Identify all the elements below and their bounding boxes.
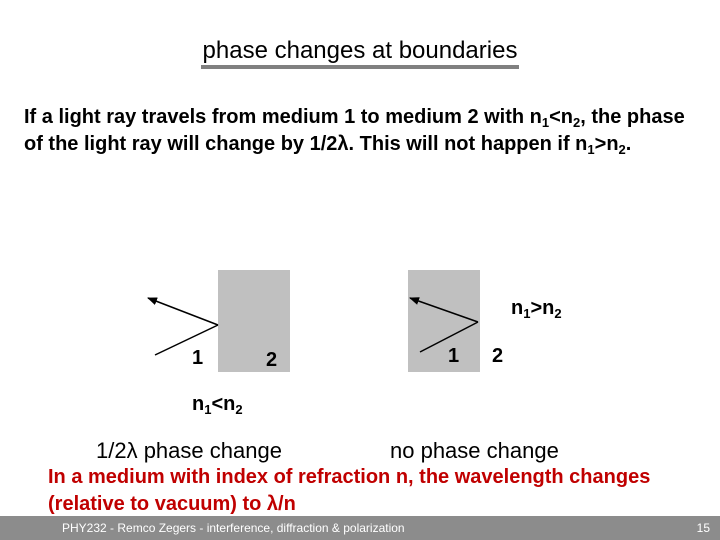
condition-left-rel: <n [211,393,236,415]
condition-right-sub-a: 1 [523,306,531,321]
reflected-ray-left [148,298,218,325]
condition-left-sub-b: 2 [235,402,243,417]
slide-title-text: phase changes at boundaries [201,37,520,69]
intro-sub-2: 2 [573,115,581,130]
condition-right-sub-b: 2 [554,306,562,321]
intro-sub-1: 1 [541,115,550,130]
caption-left: 1/2λ phase change [96,438,282,463]
condition-label-left [192,392,243,416]
slide-number: 15 [696,521,710,535]
medium-2-label-right: 2 [492,345,504,367]
condition-left-sub-a: 1 [204,402,212,417]
medium-2-label-left: 2 [266,349,278,371]
condition-right-rel: >n [530,297,555,319]
condition-right-n: n [511,297,524,319]
intro-text-1: If a light ray travels from medium 1 to medium 2 with n [24,106,542,128]
medium-1-label-left: 1 [192,347,204,369]
intro-sub-4: 2 [618,142,626,157]
condition-left-n: n [192,393,205,415]
caption-right: no phase change [390,438,559,463]
intro-text-4: >n [594,133,619,155]
conclusion-text: In a medium with index of refraction n, the wavelength changes (relative to vacuum) to λ/n [48,466,651,515]
medium-2-block-left [218,270,290,372]
intro-sub-3: 1 [587,142,595,157]
intro-text-2: <n [549,106,574,128]
footer-text: PHY232 - Remco Zegers - interference, diffraction & polarization [62,521,405,535]
footer-bar [0,516,720,540]
intro-text-3: , the phase of the light ray will change by 1/2λ. This will not happen if n [24,106,685,155]
condition-label-right [511,296,562,320]
medium-1-label-right: 1 [448,345,460,367]
medium-2-block-right [408,270,480,372]
incident-ray-left [155,325,218,355]
intro-text-5: . [625,133,632,155]
